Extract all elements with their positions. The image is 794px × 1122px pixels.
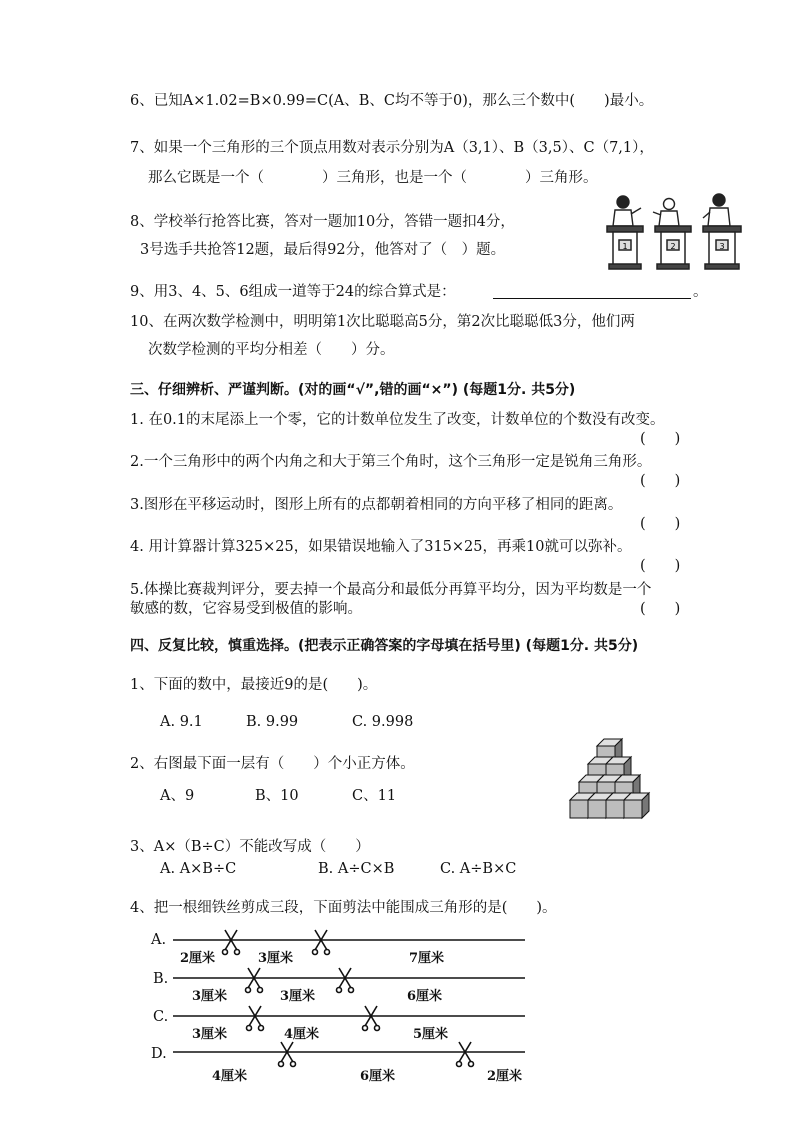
q4-a-segment-1: 2厘米 <box>180 951 216 966</box>
judge-item-4-answer[interactable]: ( ) <box>640 558 681 574</box>
q4-b-segment-2: 3厘米 <box>280 989 316 1004</box>
choice-question-4: 4、把一根细铁丝剪成三段，下面剪法中能围成三角形的是( )。 <box>130 900 557 916</box>
podium-label-2: 2 <box>670 242 676 251</box>
judge-item-5-line2: 敏感的数，它容易受到极值的影响。 <box>130 601 362 617</box>
question-6: 6、已知A×1.02=B×0.99=C(A、B、C均不等于0)，那么三个数中( )最小。 <box>130 93 654 109</box>
judge-item-2-answer[interactable]: ( ) <box>640 473 681 489</box>
section-4-heading: 四、反复比较，慎重选择。(把表示正确答案的字母填在括号里) (每题1分. 共5分) <box>130 638 639 654</box>
q4-c-segment-1: 3厘米 <box>192 1027 228 1042</box>
question-7-line2: 那么它既是一个（ ）三角形，也是一个（ ）三角形。 <box>148 170 598 186</box>
q2-option-a[interactable]: A、9 <box>160 788 195 804</box>
q4-option-c-label[interactable]: C. <box>153 1009 169 1025</box>
q4-b-segment-3: 6厘米 <box>407 989 443 1004</box>
q2-option-b[interactable]: B、10 <box>255 788 299 804</box>
judge-item-3-answer[interactable]: ( ) <box>640 516 681 532</box>
judge-item-5-answer[interactable]: ( ) <box>640 601 681 617</box>
q3-option-b[interactable]: B. A÷C×B <box>318 861 395 877</box>
question-9-end: 。 <box>693 284 708 300</box>
q4-d-segment-2: 6厘米 <box>360 1069 396 1084</box>
judge-item-4: 4. 用计算器计算325×25，如果错误地输入了315×25，再乘10就可以弥补。 <box>130 539 632 555</box>
q4-b-segment-1: 3厘米 <box>192 989 228 1004</box>
q2-option-c[interactable]: C、11 <box>352 788 397 804</box>
question-7-line1: 7、如果一个三角形的三个顶点用数对表示分别为A（3,1）、B（3,5）、C（7,1）， <box>130 140 654 156</box>
q1-option-c[interactable]: C. 9.998 <box>352 714 414 730</box>
section-3-heading: 三、仔细辨析、严谨判断。(对的画“√”,错的画“×”) (每题1分. 共5分) <box>130 382 576 398</box>
question-9-answer-blank[interactable] <box>493 282 691 299</box>
q1-option-b[interactable]: B. 9.99 <box>246 714 299 730</box>
cube <box>624 793 649 818</box>
judge-item-1-answer[interactable]: ( ) <box>640 431 681 447</box>
q1-option-a[interactable]: A. 9.1 <box>160 714 203 730</box>
judge-item-2: 2.一个三角形中的两个内角之和大于第三个角时，这个三角形一定是锐角三角形。 <box>130 454 652 470</box>
q4-c-segment-3: 5厘米 <box>413 1027 449 1042</box>
cube-stack-figure <box>566 736 666 832</box>
question-9: 9、用3、4、5、6组成一道等于24的综合算式是： <box>130 284 456 300</box>
question-8-line2: 3号选手共抢答12题，最后得92分，他答对了（ ）题。 <box>140 242 506 258</box>
q3-option-a[interactable]: A. A×B÷C <box>160 861 237 877</box>
judge-item-5-line1: 5.体操比赛裁判评分，要去掉一个最高分和最低分再算平均分，因为平均数是一个 <box>130 582 652 598</box>
judge-item-1: 1. 在0.1的末尾添上一个零，它的计数单位发生了改变，计数单位的个数没有改变。 <box>130 412 665 428</box>
q4-a-segment-3: 7厘米 <box>409 951 445 966</box>
question-10-line1: 10、在两次数学检测中，明明第1次比聪聪高5分，第2次比聪聪低3分，他们两 <box>130 314 635 330</box>
q4-d-segment-3: 2厘米 <box>487 1069 523 1084</box>
choice-question-2: 2、右图最下面一层有（ ）个小正方体。 <box>130 756 415 772</box>
podium-label-3: 3 <box>719 242 725 251</box>
q4-c-segment-2: 4厘米 <box>284 1027 320 1042</box>
podium-label-1: 1 <box>622 242 628 251</box>
question-10-line2: 次数学检测的平均分相差（ ）分。 <box>148 342 395 358</box>
q4-option-a-label[interactable]: A. <box>151 932 167 948</box>
judge-item-3: 3.图形在平移运动时，图形上所有的点都朝着相同的方向平移了相同的距离。 <box>130 497 623 513</box>
question-8-line1: 8、学校举行抢答比赛，答对一题加10分，答错一题扣4分， <box>130 214 515 230</box>
choice-question-3: 3、A×（B÷C）不能改写成（ ） <box>130 839 370 855</box>
contest-podium-illustration <box>603 192 757 270</box>
q4-option-b-label[interactable]: B. <box>153 971 169 987</box>
q3-option-c[interactable]: C. A÷B×C <box>440 861 517 877</box>
q4-a-segment-2: 3厘米 <box>258 951 294 966</box>
q4-option-d-label[interactable]: D. <box>151 1046 167 1062</box>
choice-question-1: 1、下面的数中，最接近9的是( )。 <box>130 677 378 693</box>
q4-d-segment-1: 4厘米 <box>212 1069 248 1084</box>
